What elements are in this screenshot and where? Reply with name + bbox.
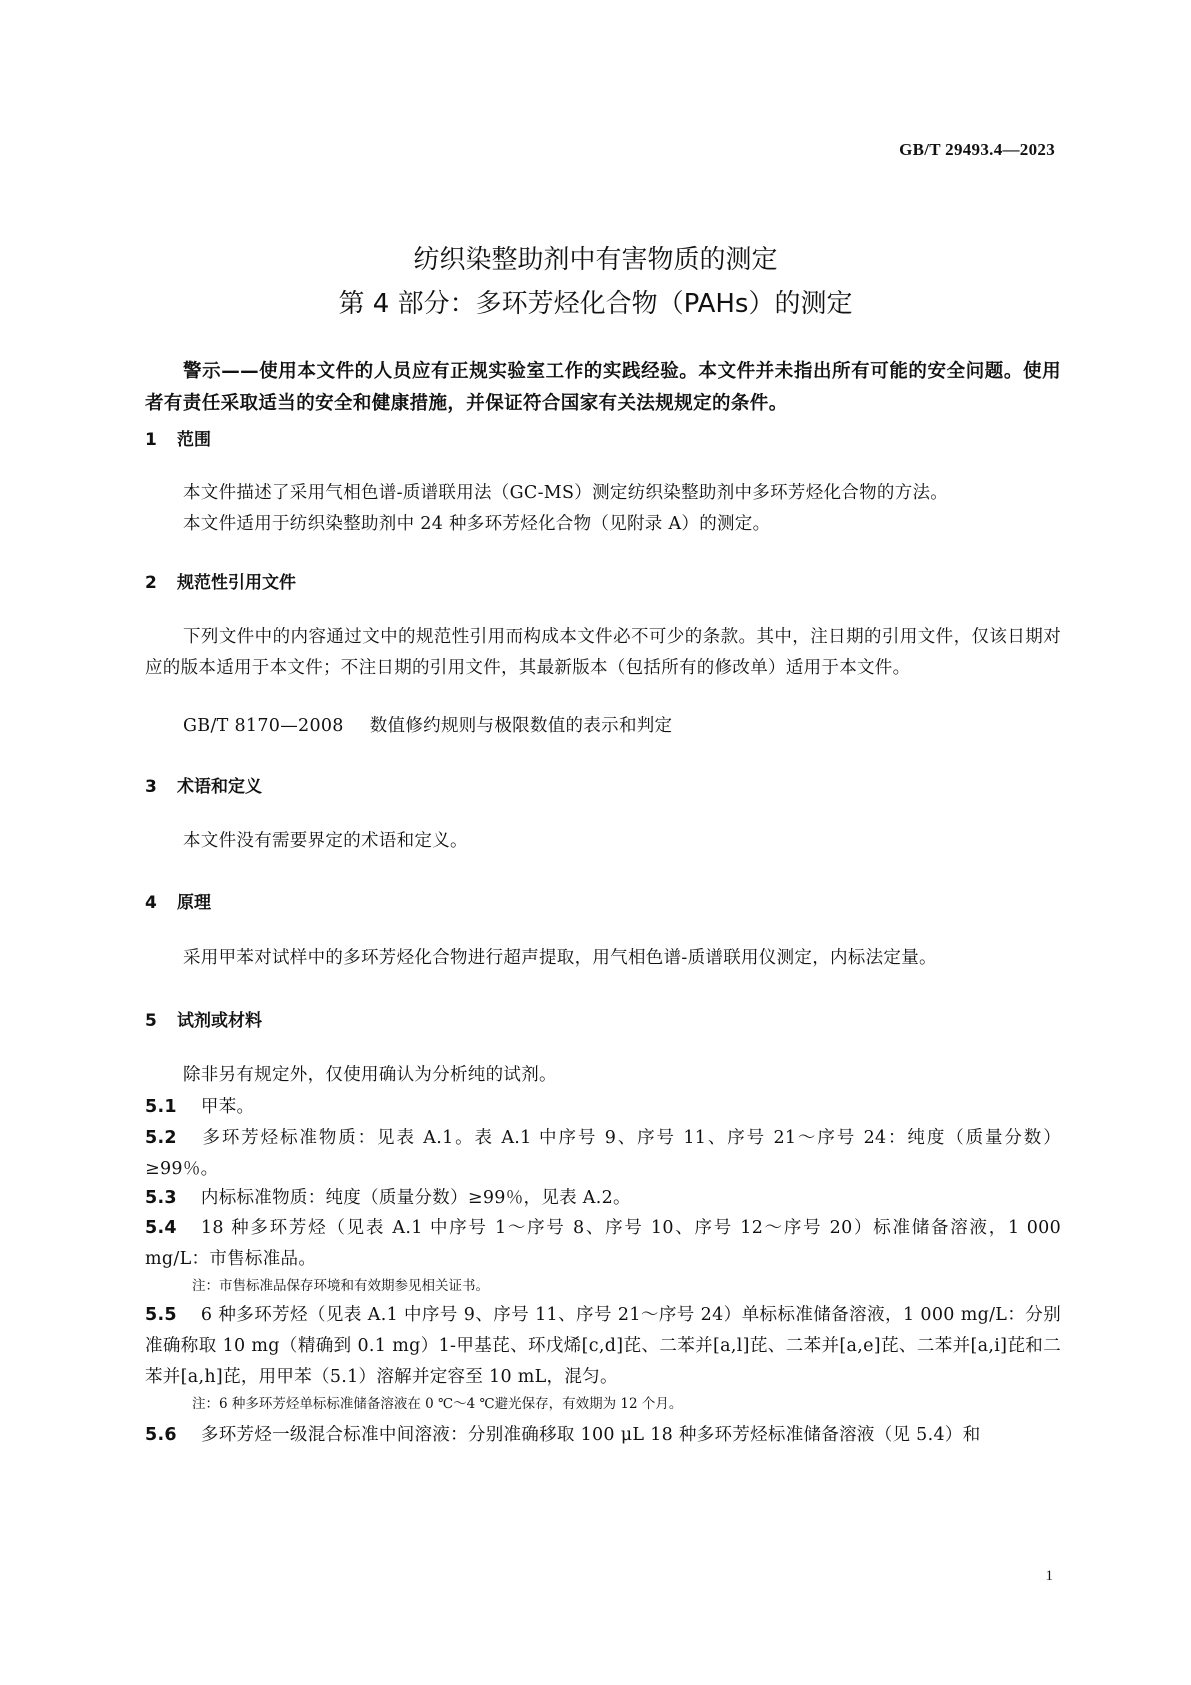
section-heading-5 xyxy=(145,1006,262,1031)
clause-5-2 xyxy=(145,1123,1061,1185)
document-title-line2: 第 4 部分：多环芳烃化合物（PAHs）的测定 xyxy=(338,289,853,319)
clause-text: 甲苯。 xyxy=(200,1097,255,1117)
section-title: 试剂或材料 xyxy=(177,1011,262,1031)
section-title: 规范性引用文件 xyxy=(177,573,296,593)
section-2-paragraph-1: 下列文件中的内容通过文中的规范性引用而构成本文件必不可少的条款。其中，注日期的引用文件，仅该日期对应的版本适用于本文件；不注日期的引用文件，其最新版本（包括所有的修改单）适用于本文件。 xyxy=(145,627,1061,678)
clause-5-3 xyxy=(145,1183,1061,1214)
clause-text: 6 种多环芳烃（见表 A.1 中序号 9、序号 11、序号 21～序号 24）单标标准储备溶液，1 000 mg/L：分别准确称取 10 mg（精确到 0.1 mg）1-甲基芘、环戊烯[c,d]芘、二苯并[a,l]芘、二苯并[a,e]芘、二苯并[a,i]芘和二苯并[a,h]芘，用甲苯（5.1）溶解并定容至 10 mL，混匀。 xyxy=(145,1305,1061,1387)
clause-number: 5.4 xyxy=(145,1218,177,1238)
clause-number: 5.5 xyxy=(145,1305,177,1325)
clause-text: 18 种多环芳烃（见表 A.1 中序号 1～序号 8、序号 10、序号 12～序号 20）标准储备溶液，1 000 mg/L：市售标准品。 xyxy=(145,1218,1061,1269)
normative-reference xyxy=(145,711,1061,742)
section-heading-2 xyxy=(145,568,296,593)
reference-code: GB/T 8170—2008 xyxy=(183,716,344,736)
section-1-paragraph-1: 本文件描述了采用气相色谱-质谱联用法（GC-MS）测定纺织染整助剂中多环芳烃化合物的方法。 xyxy=(183,483,949,503)
section-number: 4 xyxy=(145,893,157,913)
clause-text: 多环芳烃一级混合标准中间溶液：分别准确移取 100 μL 18 种多环芳烃标准储备溶液（见 5.4）和 xyxy=(200,1425,981,1445)
safety-warning: 警示——使用本文件的人员应有正规实验室工作的实践经验。本文件并未指出所有可能的安全问题。使用者有责任采取适当的安全和健康措施，并保证符合国家有关法规规定的条件。 xyxy=(145,361,1061,414)
clause-number: 5.6 xyxy=(145,1425,177,1445)
document-title-line1: 纺织染整助剂中有害物质的测定 xyxy=(413,245,778,275)
section-heading-3 xyxy=(145,772,262,797)
section-heading-1 xyxy=(145,425,211,450)
section-4-paragraph-1: 采用甲苯对试样中的多环芳烃化合物进行超声提取，用气相色谱-质谱联用仪测定，内标法定量。 xyxy=(183,948,937,968)
section-heading-4 xyxy=(145,888,211,913)
reference-title: 数值修约规则与极限数值的表示和判定 xyxy=(369,716,673,736)
section-number: 3 xyxy=(145,777,157,797)
clause-5-4 xyxy=(145,1213,1061,1275)
clause-number: 5.1 xyxy=(145,1097,177,1117)
section-title: 术语和定义 xyxy=(177,777,262,797)
note-2: 注：6 种多环芳烃单标标准储备溶液在 0 ℃～4 ℃避光保存，有效期为 12 个月。 xyxy=(192,1396,683,1412)
note-1: 注：市售标准品保存环境和有效期参见相关证书。 xyxy=(192,1278,489,1294)
section-1-paragraph-2: 本文件适用于纺织染整助剂中 24 种多环芳烃化合物（见附录 A）的测定。 xyxy=(183,514,771,534)
standard-code: GB/T 29493.4—2023 xyxy=(899,140,1055,159)
section-title: 原理 xyxy=(177,893,211,913)
clause-5-5 xyxy=(145,1300,1061,1393)
clause-number: 5.3 xyxy=(145,1188,177,1208)
section-number: 5 xyxy=(145,1011,157,1031)
section-5-paragraph-1: 除非另有规定外，仅使用确认为分析纯的试剂。 xyxy=(183,1065,557,1085)
section-number: 1 xyxy=(145,430,157,450)
clause-text: 内标标准物质：纯度（质量分数）≥99％，见表 A.2。 xyxy=(200,1188,631,1208)
clause-number: 5.2 xyxy=(145,1128,177,1148)
page-number: 1 xyxy=(1045,1568,1053,1584)
section-number: 2 xyxy=(145,573,157,593)
section-title: 范围 xyxy=(177,430,211,450)
clause-5-6 xyxy=(145,1420,1061,1451)
section-3-paragraph-1: 本文件没有需要界定的术语和定义。 xyxy=(183,831,468,851)
clause-5-1 xyxy=(145,1092,1061,1123)
clause-text: 多环芳烃标准物质：见表 A.1。表 A.1 中序号 9、序号 11、序号 21～序号 24：纯度（质量分数）≥99％。 xyxy=(145,1128,1061,1179)
